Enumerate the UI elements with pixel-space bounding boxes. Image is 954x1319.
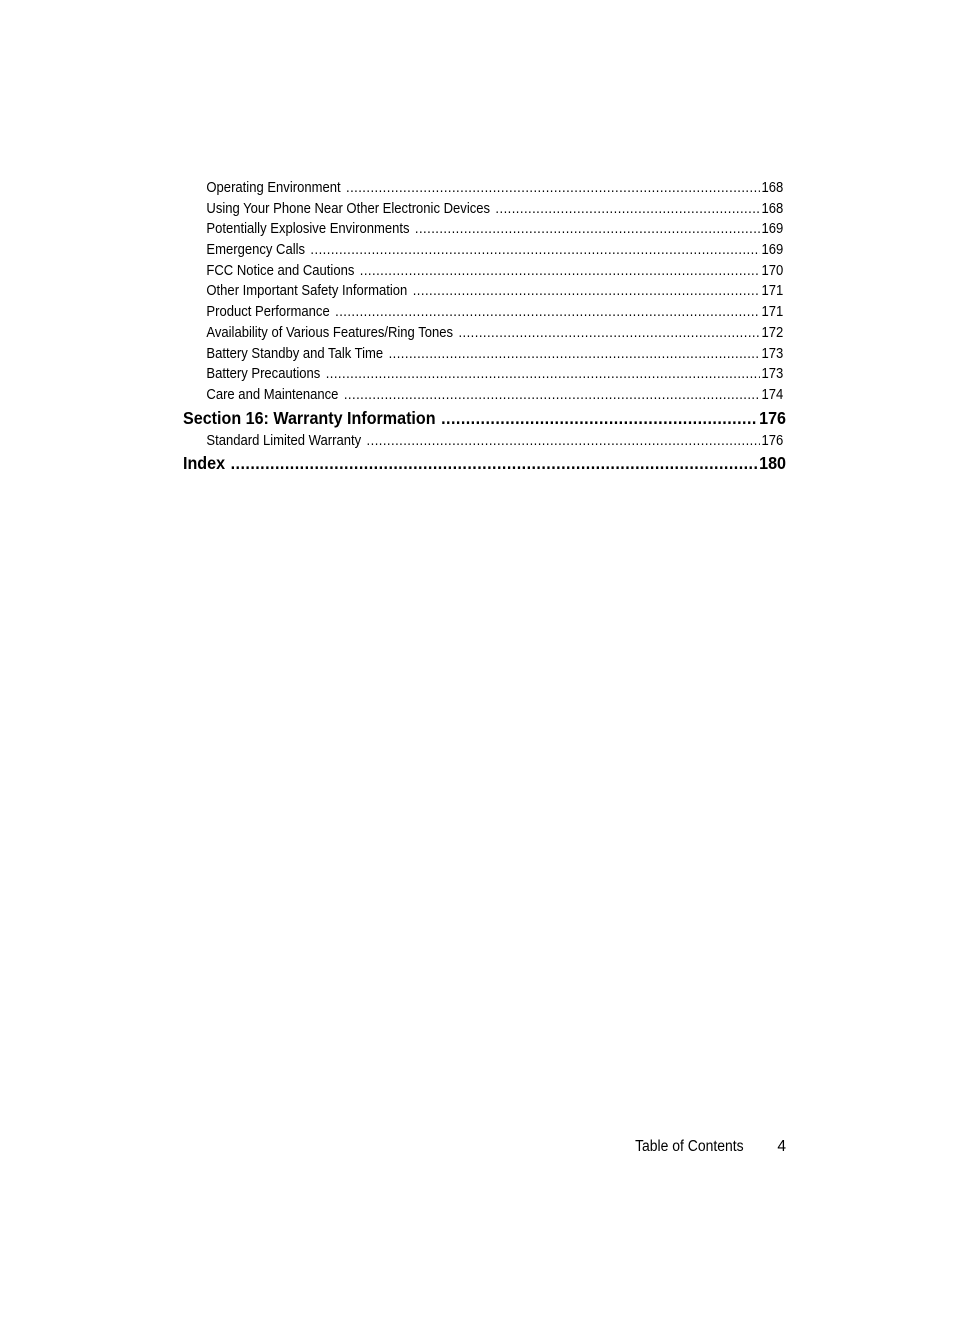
toc-entry-title: FCC Notice and Cautions — [206, 262, 355, 279]
page-footer — [600, 1136, 786, 1158]
toc-entry[interactable] — [183, 281, 786, 302]
dot-leader — [389, 344, 760, 365]
toc-section-title: Section 16: Warranty Information — [183, 407, 436, 428]
toc-entry-page: 168 — [761, 180, 784, 196]
dot-leader — [344, 385, 760, 406]
toc-section-page: 180 — [759, 453, 786, 474]
toc-entry-title: Using Your Phone Near Other Electronic Devices — [206, 200, 491, 217]
toc-entry-page: 171 — [761, 283, 784, 300]
toc-entry-title: Potentially Explosive Environments — [206, 221, 410, 238]
toc-entry-page: 176 — [761, 432, 784, 449]
toc-entry[interactable] — [183, 364, 786, 385]
dot-leader — [495, 199, 759, 220]
toc-entry-page: 169 — [761, 221, 784, 238]
toc-entry-page: 170 — [761, 262, 784, 279]
toc-entry-title: Product Performance — [206, 304, 330, 321]
toc-entry[interactable] — [183, 323, 786, 344]
toc-entry-page: 172 — [761, 324, 784, 341]
footer-label: Table of Contents — [635, 1138, 744, 1155]
toc-entry[interactable] — [183, 199, 786, 220]
toc-entry-title: Emergency Calls — [206, 242, 306, 259]
footer-page-number: 4 — [777, 1138, 786, 1155]
dot-leader — [360, 261, 760, 282]
dot-leader — [413, 281, 760, 302]
toc-entry[interactable] — [183, 261, 786, 282]
dot-leader — [415, 219, 760, 240]
toc-entry-page: 169 — [761, 242, 784, 259]
dot-leader — [231, 451, 758, 476]
toc-entry-page: 174 — [761, 386, 784, 403]
dot-leader — [367, 431, 760, 452]
dot-leader — [326, 364, 760, 385]
dot-leader — [310, 240, 759, 261]
toc-entry-title: Other Important Safety Information — [206, 283, 408, 300]
toc-entry-page: 173 — [761, 366, 784, 383]
toc-entry-page: 171 — [761, 304, 784, 321]
toc-section-entry[interactable] — [183, 406, 786, 431]
dot-leader — [335, 302, 760, 323]
toc-entry-page: 173 — [761, 345, 784, 362]
toc-entry-page: 168 — [761, 200, 784, 217]
toc-section-page: 176 — [759, 407, 786, 428]
dot-leader — [458, 323, 759, 344]
toc-section-title: Index — [183, 453, 226, 474]
toc-entry[interactable] — [183, 178, 786, 199]
toc-entry-title: Standard Limited Warranty — [206, 432, 362, 449]
toc-entry[interactable] — [183, 240, 786, 261]
toc-entry-title: Care and Maintenance — [206, 386, 339, 403]
toc-entry[interactable] — [183, 219, 786, 240]
toc-entry-title: Availability of Various Features/Ring Tones — [206, 324, 454, 341]
toc-index-entry[interactable] — [183, 451, 786, 476]
toc-entry-title: Battery Precautions — [206, 366, 321, 383]
dot-leader — [346, 178, 760, 199]
toc-entry[interactable] — [183, 385, 786, 406]
toc-entry[interactable] — [183, 302, 786, 323]
toc-entry-title: Battery Standby and Talk Time — [206, 345, 384, 362]
table-of-contents — [183, 178, 786, 476]
toc-entry[interactable] — [183, 344, 786, 365]
dot-leader — [441, 406, 757, 431]
toc-entry[interactable] — [183, 431, 786, 452]
toc-entry-title: Operating Environment — [206, 180, 341, 196]
